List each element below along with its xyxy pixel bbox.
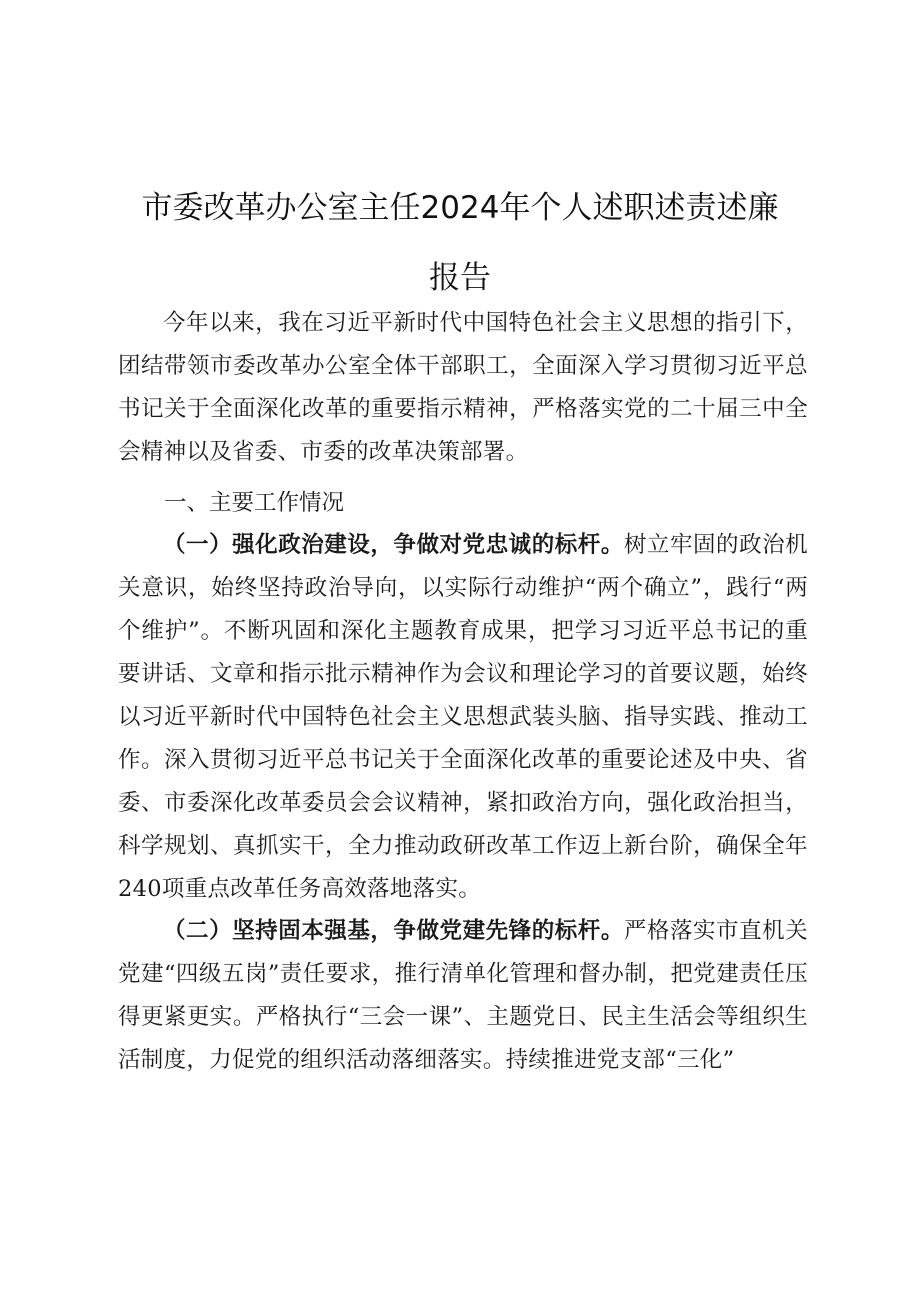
paragraph-lead: （一）强化政治建设，争做对党忠诚的标杆。 — [163, 532, 624, 558]
document-title-line2: 报告 — [429, 260, 491, 296]
section-heading: 一、主要工作情况 — [164, 490, 345, 516]
body-paragraph-2 — [118, 910, 808, 1082]
intro-paragraph: 今年以来，我在习近平新时代中国特色社会主义思想的指引下，团结带领市委改革办公室全体干部职工，全面深入学习贯彻习近平总书记关于全面深化改革的重要指示精神，严格落实党的二十届三中全会精神以及省委、市委的改革决策部署。 — [118, 310, 808, 465]
paragraph-lead: （二）坚持固本强基，争做党建先锋的标杆。 — [163, 918, 624, 944]
document-title-line1: 市委改革办公室主任2024年个人述职述责述廉 — [141, 190, 779, 226]
paragraph-text: 树立牢固的政治机关意识，始终坚持政治导向，以实际行动维护“两个确立”，践行“两个维护”。不断巩固和深化主题教育成果，把学习习近平总书记的重要讲话、文章和指示批示精神作为会议和理论学习的首要议题，始终以习近平新时代中国特色社会主义思想武装头脑、指导实践、推动工作。深入贯彻习近平总书记关于全面深化改革的重要论述及中央、省委、市委深化改革委员会会议精神，紧扣政治方向，强化政治担当，科学规划、真抓实干，全力推动政研改革工作迈上新台阶，确保全年240项重点改革任务高效落地落实。 — [118, 532, 808, 902]
body-paragraph-1 — [118, 524, 808, 911]
paragraph-text: 严格落实市直机关党建“四级五岗”责任要求，推行清单化管理和督办制，把党建责任压得更紧更实。严格执行“三会一课”、主题党日、民主生活会等组织生活制度，力促党的组织活动落细落实。持续推进党支部“三化” — [118, 918, 808, 1073]
